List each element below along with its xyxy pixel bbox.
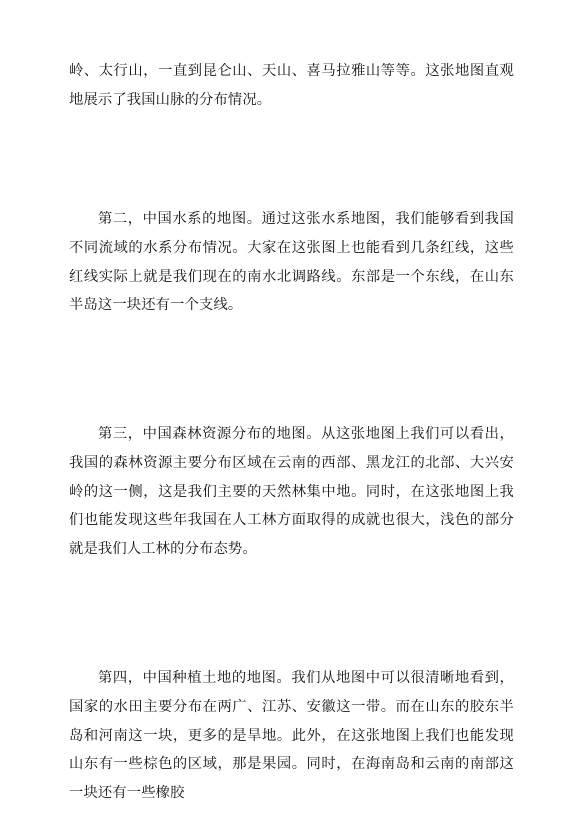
paragraph-cropland-map: 第四，中国种植土地的地图。我们从地图中可以很清晰地看到，国家的水田主要分布在两广、江苏、安徽这一带。而在山东的胶东半岛和河南这一块，更多的是旱地。此外，在这张地图上我们也能发现山东有一些棕色的区域，那是果园。同时，在海南岛和云南的南部这一块还有一些橡胶 [69, 670, 514, 802]
paragraph-continuation: 岭、太行山，一直到昆仑山、天山、喜马拉雅山等等。这张地图直观地展示了我国山脉的分布情况。 [69, 63, 514, 108]
paragraph-forest-resources-map: 第三，中国森林资源分布的地图。从这张地图上我们可以看出，我国的森林资源主要分布区域在云南的西部、黑龙江的北部、大兴安岭的这一侧，这是我们主要的天然林集中地。同时，在这张地图上我们也能发现这些年我国在人工林方面取得的成就也很大，浅色的部分就是我们人工林的分布态势。 [69, 426, 514, 558]
paragraph-water-system-map: 第二，中国水系的地图。通过这张水系地图，我们能够看到我国不同流域的水系分布情况。大家在这张图上也能看到几条红线，这些红线实际上就是我们现在的南水北调路线。东部是一个东线，在山东半岛这一块还有一个支线。 [69, 211, 514, 314]
